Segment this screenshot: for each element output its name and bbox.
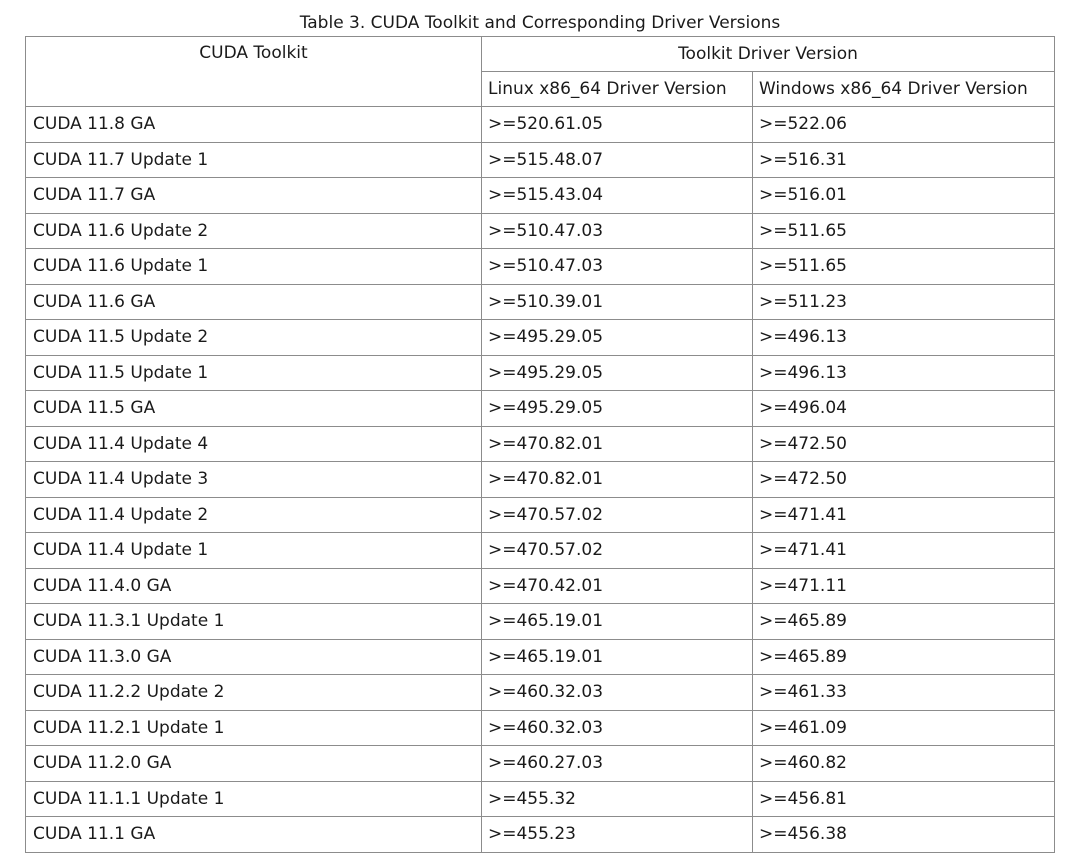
linux-driver-cell: >=515.48.07 [482, 142, 753, 178]
linux-driver-cell: >=455.32 [482, 781, 753, 817]
windows-driver-cell: >=465.89 [753, 639, 1055, 675]
windows-driver-cell: >=496.13 [753, 320, 1055, 356]
linux-driver-cell: >=510.47.03 [482, 249, 753, 285]
header-cuda-toolkit: CUDA Toolkit [26, 37, 482, 107]
toolkit-cell: CUDA 11.4.0 GA [26, 568, 482, 604]
table-row [26, 107, 1055, 143]
table-row [26, 391, 1055, 427]
table-row [26, 746, 1055, 782]
toolkit-cell: CUDA 11.5 Update 2 [26, 320, 482, 356]
linux-driver-cell: >=465.19.01 [482, 604, 753, 640]
table-row [26, 533, 1055, 569]
table-row [26, 213, 1055, 249]
toolkit-cell: CUDA 11.4 Update 2 [26, 497, 482, 533]
windows-driver-cell: >=461.33 [753, 675, 1055, 711]
windows-driver-cell: >=461.09 [753, 710, 1055, 746]
header-toolkit-driver-version: Toolkit Driver Version [482, 37, 1055, 72]
header-linux-driver-version: Linux x86_64 Driver Version [482, 72, 753, 107]
toolkit-cell: CUDA 11.6 Update 2 [26, 213, 482, 249]
windows-driver-cell: >=456.38 [753, 817, 1055, 853]
windows-driver-cell: >=456.81 [753, 781, 1055, 817]
linux-driver-cell: >=515.43.04 [482, 178, 753, 214]
driver-version-table [25, 36, 1055, 853]
table-row [26, 178, 1055, 214]
linux-driver-cell: >=470.57.02 [482, 497, 753, 533]
table-row [26, 355, 1055, 391]
windows-driver-cell: >=496.04 [753, 391, 1055, 427]
table-body [26, 107, 1055, 853]
linux-driver-cell: >=460.32.03 [482, 675, 753, 711]
windows-driver-cell: >=472.50 [753, 462, 1055, 498]
linux-driver-cell: >=495.29.05 [482, 355, 753, 391]
table-row [26, 426, 1055, 462]
linux-driver-cell: >=460.32.03 [482, 710, 753, 746]
linux-driver-cell: >=510.39.01 [482, 284, 753, 320]
windows-driver-cell: >=460.82 [753, 746, 1055, 782]
windows-driver-cell: >=471.41 [753, 533, 1055, 569]
table-row [26, 710, 1055, 746]
linux-driver-cell: >=465.19.01 [482, 639, 753, 675]
windows-driver-cell: >=511.23 [753, 284, 1055, 320]
table-row [26, 462, 1055, 498]
table-row [26, 497, 1055, 533]
toolkit-cell: CUDA 11.6 Update 1 [26, 249, 482, 285]
toolkit-cell: CUDA 11.7 GA [26, 178, 482, 214]
toolkit-cell: CUDA 11.4 Update 3 [26, 462, 482, 498]
windows-driver-cell: >=496.13 [753, 355, 1055, 391]
windows-driver-cell: >=471.11 [753, 568, 1055, 604]
toolkit-cell: CUDA 11.3.0 GA [26, 639, 482, 675]
windows-driver-cell: >=522.06 [753, 107, 1055, 143]
linux-driver-cell: >=470.42.01 [482, 568, 753, 604]
table-row [26, 320, 1055, 356]
linux-driver-cell: >=510.47.03 [482, 213, 753, 249]
toolkit-cell: CUDA 11.8 GA [26, 107, 482, 143]
linux-driver-cell: >=470.82.01 [482, 426, 753, 462]
header-windows-driver-version: Windows x86_64 Driver Version [753, 72, 1055, 107]
linux-driver-cell: >=495.29.05 [482, 320, 753, 356]
toolkit-cell: CUDA 11.1.1 Update 1 [26, 781, 482, 817]
windows-driver-cell: >=516.31 [753, 142, 1055, 178]
table-row [26, 284, 1055, 320]
table-caption: Table 3. CUDA Toolkit and Corresponding Driver Versions [299, 13, 781, 33]
toolkit-cell: CUDA 11.5 Update 1 [26, 355, 482, 391]
table-row [26, 817, 1055, 853]
linux-driver-cell: >=455.23 [482, 817, 753, 853]
toolkit-cell: CUDA 11.6 GA [26, 284, 482, 320]
windows-driver-cell: >=511.65 [753, 249, 1055, 285]
toolkit-cell: CUDA 11.5 GA [26, 391, 482, 427]
linux-driver-cell: >=470.57.02 [482, 533, 753, 569]
table-row [26, 249, 1055, 285]
table-row [26, 675, 1055, 711]
toolkit-cell: CUDA 11.4 Update 4 [26, 426, 482, 462]
table-row [26, 142, 1055, 178]
linux-driver-cell: >=470.82.01 [482, 462, 753, 498]
table-row [26, 568, 1055, 604]
windows-driver-cell: >=516.01 [753, 178, 1055, 214]
windows-driver-cell: >=511.65 [753, 213, 1055, 249]
table-row [26, 781, 1055, 817]
windows-driver-cell: >=465.89 [753, 604, 1055, 640]
toolkit-cell: CUDA 11.4 Update 1 [26, 533, 482, 569]
toolkit-cell: CUDA 11.2.1 Update 1 [26, 710, 482, 746]
windows-driver-cell: >=471.41 [753, 497, 1055, 533]
toolkit-cell: CUDA 11.2.0 GA [26, 746, 482, 782]
linux-driver-cell: >=460.27.03 [482, 746, 753, 782]
linux-driver-cell: >=520.61.05 [482, 107, 753, 143]
windows-driver-cell: >=472.50 [753, 426, 1055, 462]
toolkit-cell: CUDA 11.2.2 Update 2 [26, 675, 482, 711]
toolkit-cell: CUDA 11.7 Update 1 [26, 142, 482, 178]
toolkit-cell: CUDA 11.3.1 Update 1 [26, 604, 482, 640]
linux-driver-cell: >=495.29.05 [482, 391, 753, 427]
toolkit-cell: CUDA 11.1 GA [26, 817, 482, 853]
table-row [26, 604, 1055, 640]
table-row [26, 639, 1055, 675]
